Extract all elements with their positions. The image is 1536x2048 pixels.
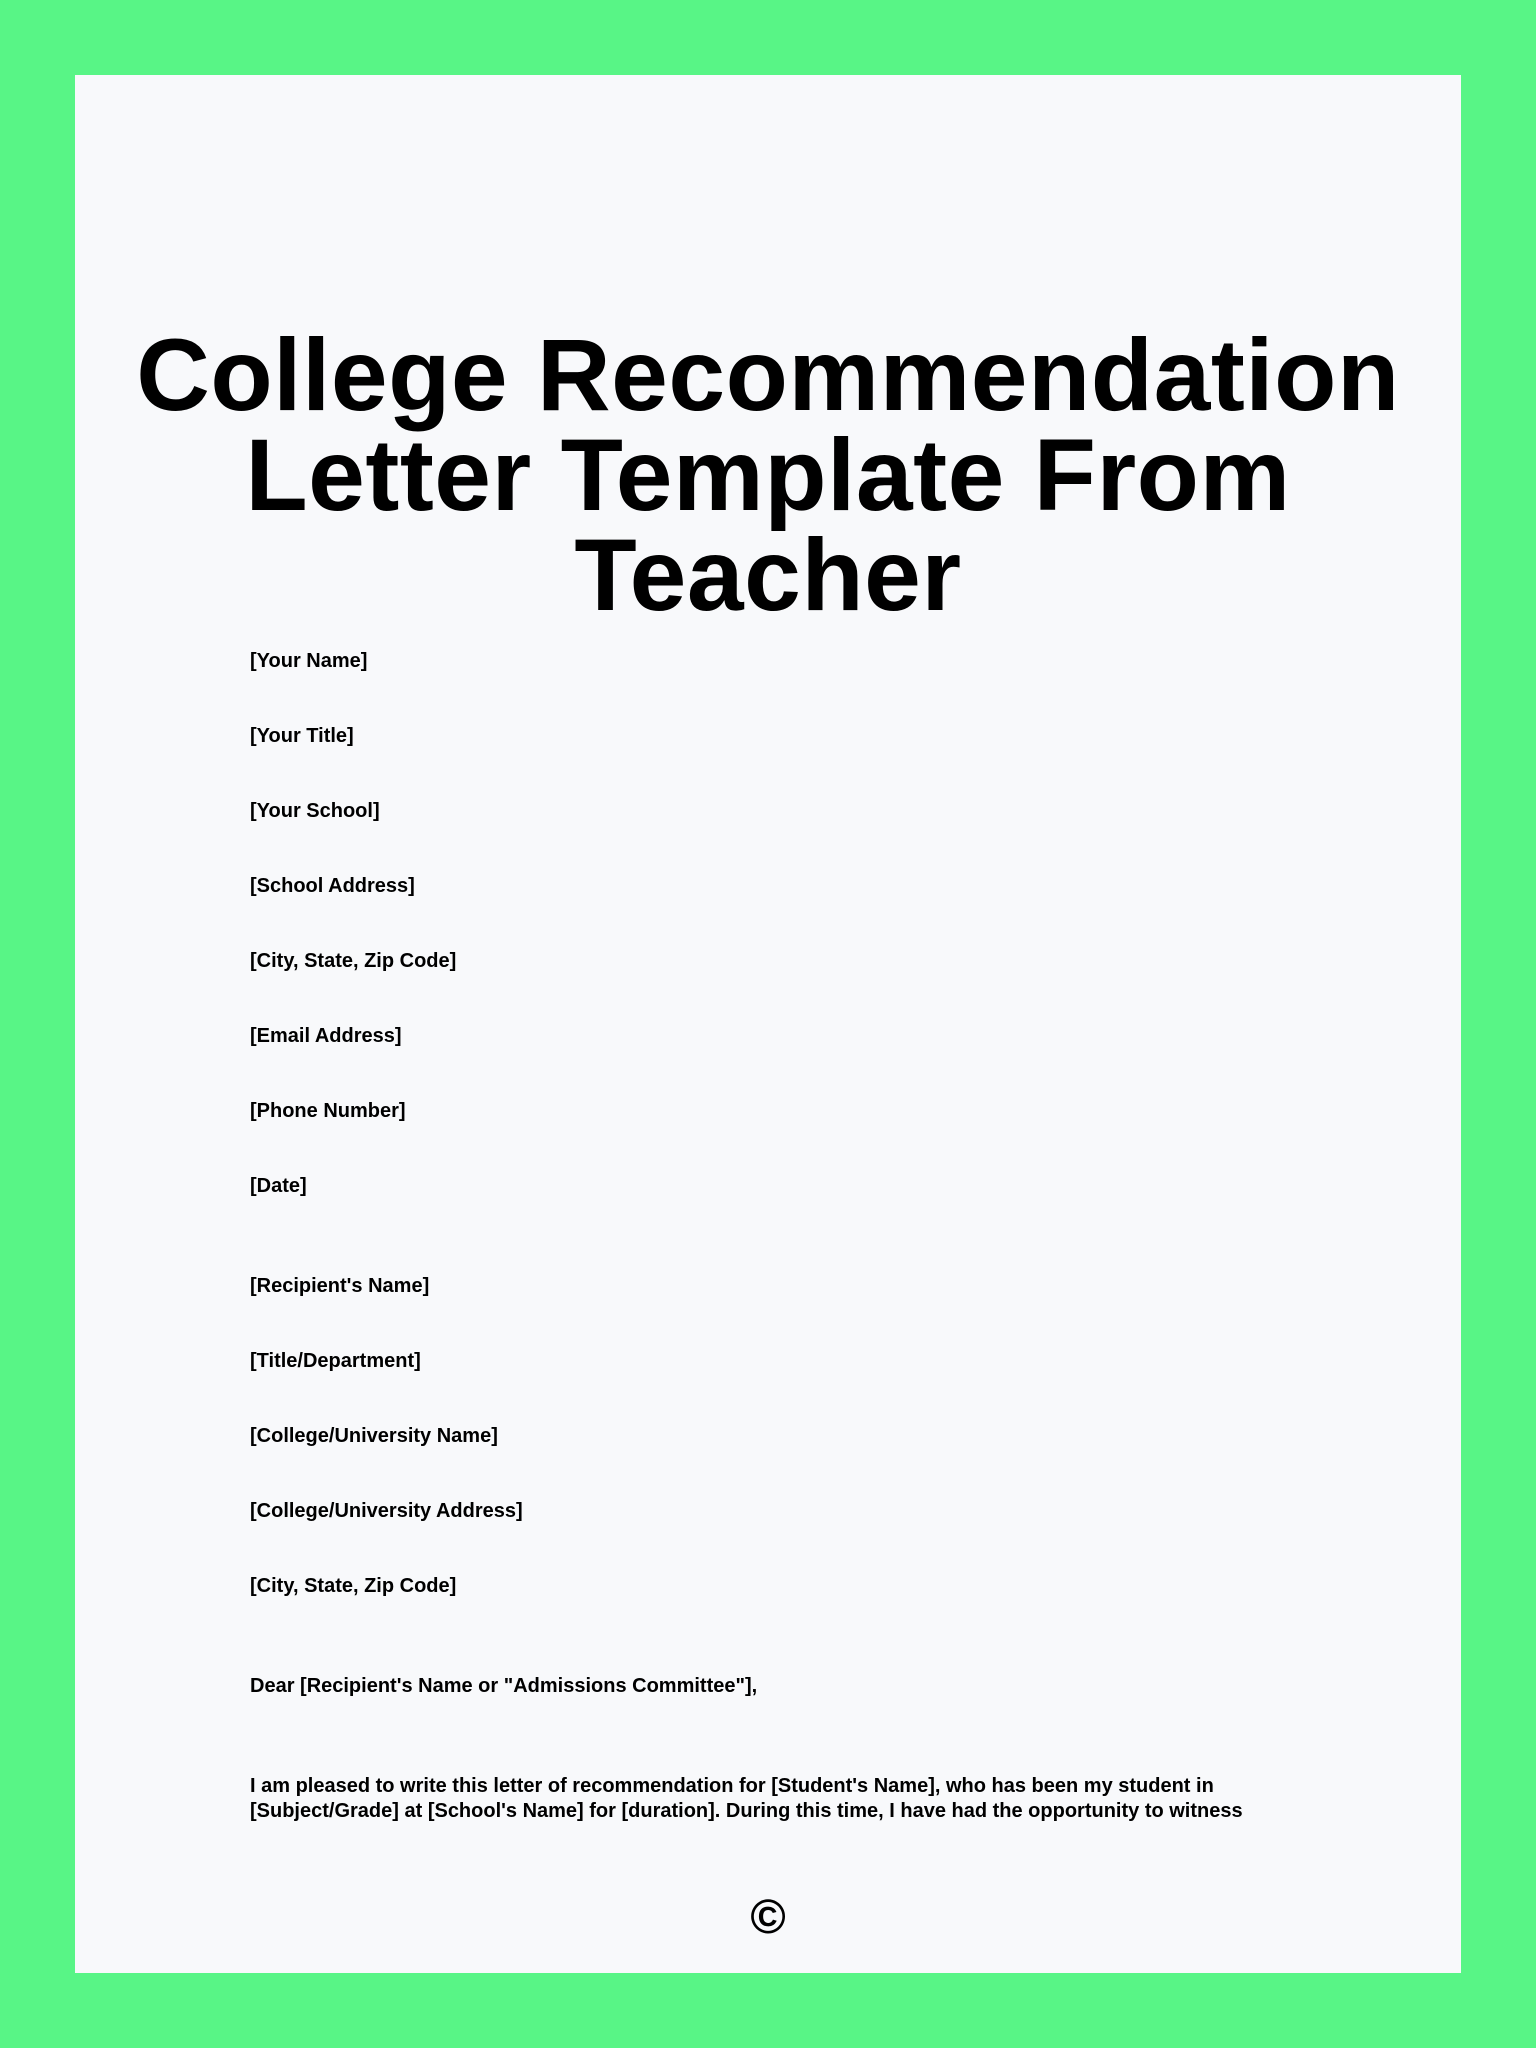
body-line: I am pleased to write this letter of recommendation for [Student's Name], who has been my student in xyxy=(250,1775,1214,1797)
sender-phone: [Phone Number] xyxy=(250,1100,406,1122)
sender-email: [Email Address] xyxy=(250,1025,402,1047)
document-page xyxy=(75,75,1461,1973)
sender-name: [Your Name] xyxy=(250,650,368,672)
body-line: [Subject/Grade] at [School's Name] for [duration]. During this time, I have had the opportunity to witness xyxy=(250,1800,1243,1822)
recipient-college-name: [College/University Name] xyxy=(250,1425,498,1447)
title-line: Letter Template From xyxy=(245,418,1291,532)
copyright-icon: © xyxy=(750,1891,786,1944)
salutation: Dear [Recipient's Name or "Admissions Committee"], xyxy=(250,1675,758,1697)
recipient-title-department: [Title/Department] xyxy=(250,1350,421,1372)
recipient-college-address: [College/University Address] xyxy=(250,1500,523,1522)
title-line: Teacher xyxy=(574,518,962,632)
sender-school: [Your School] xyxy=(250,800,380,822)
letter-date: [Date] xyxy=(250,1175,307,1197)
title-line: College Recommendation xyxy=(136,318,1400,432)
sender-school-address: [School Address] xyxy=(250,875,415,897)
recipient-name: [Recipient's Name] xyxy=(250,1275,430,1297)
document-title xyxy=(75,318,1461,632)
sender-city-state-zip: [City, State, Zip Code] xyxy=(250,950,457,972)
sender-title: [Your Title] xyxy=(250,725,354,747)
recipient-city-state-zip: [City, State, Zip Code] xyxy=(250,1575,457,1597)
